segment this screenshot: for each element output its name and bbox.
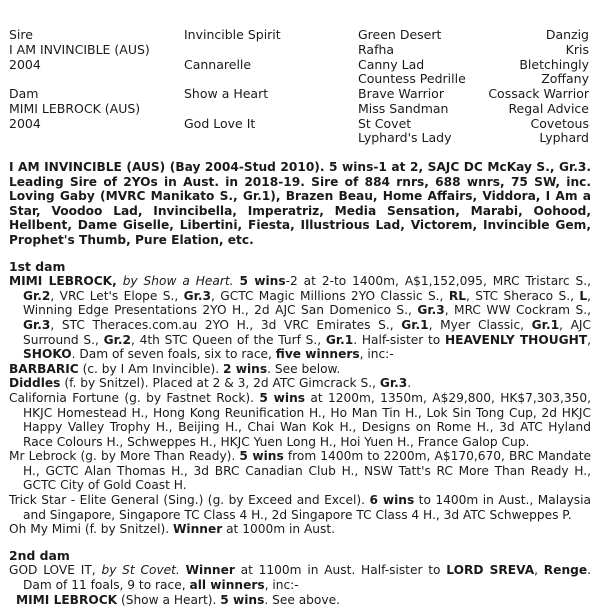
text-run: , inc:- xyxy=(359,347,394,362)
text-run: . xyxy=(407,376,412,391)
foal-entry xyxy=(9,376,591,391)
grade: Gr.1 xyxy=(401,317,429,332)
text-run: (g. by Fastnet Rock). xyxy=(119,390,255,405)
dam-name: GOD LOVE IT, xyxy=(9,563,96,578)
half-sister: SHOKO xyxy=(23,347,72,362)
foal-wins: 2 wins xyxy=(223,361,268,376)
text-run: . Half-sister to xyxy=(353,332,441,347)
text-run: from 1400m to 2200m, A$170,670, BRC Mandate H., GCTC Alan Thomas H., 3d BRC Canadian Club H., NSW Tatt's RC More Than Ready H., GCTC City of Gold Coast H. xyxy=(23,449,592,493)
foal-wins: 5 wins xyxy=(220,592,265,607)
g4-ancestor: Bletchingly xyxy=(519,57,589,72)
foal-entry xyxy=(9,493,591,522)
foal-wins: Winner xyxy=(172,522,223,537)
text-run: , inc:- xyxy=(264,578,299,593)
foal-wins: 5 wins xyxy=(259,390,306,405)
text-run: (f. by Snitzel). Placed at 2 & 3, 2d ATC Gimcrack S., xyxy=(60,376,376,391)
dam-label: Dam xyxy=(9,86,39,101)
text-run: (c. by I Am Invincible). xyxy=(78,361,220,376)
grade: Gr.2 xyxy=(103,332,131,347)
text-run: -2 at 2-to 1400m, A$1,152,095, MRC Tristarc S., xyxy=(285,274,592,289)
first-dam-record xyxy=(9,274,591,362)
g4-ancestor: Cossack Warrior xyxy=(488,86,589,101)
text-run: , 4th STC Queen of the Turf S., xyxy=(130,332,322,347)
g4-ancestor: Kris xyxy=(565,42,589,57)
text-run: at 1000m in Aust. xyxy=(222,522,336,537)
foal-wins: 6 wins xyxy=(369,493,415,508)
text-run: (f. by Snitzel). xyxy=(80,522,170,537)
g3-ancestor: Miss Sandman xyxy=(358,101,449,116)
text-run: , VRC Let's Elope S., xyxy=(50,288,179,303)
foal-entry xyxy=(9,449,591,493)
second-dam-heading: 2nd dam xyxy=(9,547,70,563)
g4-ancestor: Regal Advice xyxy=(508,101,589,116)
text-run: (Sing.) (g. by Exceed and Excel). xyxy=(158,493,366,508)
grade: Gr.3 xyxy=(183,288,212,303)
text-run: to 1400m in Aust., Malaysia and Singapore, Singapore TC Class 4 H., 2d Singapore TC Class 4 H., 3d ATC Schweppes P. xyxy=(23,493,592,522)
first-dam-heading: 1st dam xyxy=(9,258,66,274)
grade: Gr.3 xyxy=(417,303,445,318)
g3-ancestor: Green Desert xyxy=(358,27,442,42)
grade: Gr.2 xyxy=(23,288,51,303)
foal-name: California Fortune xyxy=(9,390,120,405)
dam-sire-italic: by Show a Heart. xyxy=(122,274,234,289)
text-run: , STC Theraces.com.au 2YO H., 3d VRC Emirates S., xyxy=(50,317,394,332)
sire-label: Sire xyxy=(9,27,33,42)
g4-ancestor: Covetous xyxy=(530,116,589,131)
g3-ancestor: Lyphard's Lady xyxy=(358,130,452,145)
foal-entry xyxy=(9,391,591,449)
g3-ancestor: Countess Pedrille xyxy=(358,71,466,86)
text-run: at 1200m, 1350m, A$29,800, HK$7,303,350, HKJC Homestead H., Hong Kong Reunification H., Ho Man Tin H., Lok Sin Tong Cup, 2d HKJC Happy Valley Trophy H., Beijing H., Chai Wan Kok H., Designs on Rome H., 3d ATC Hyland Race Colours H., Schweppes H., HKJC Yuen Long H., Hoi Yuen H., France Galop Cup. xyxy=(23,390,592,449)
winners-count: five winners xyxy=(275,347,360,362)
g4-ancestor: Danzig xyxy=(545,27,589,42)
grade: Gr.3 xyxy=(23,317,51,332)
text-run: , AJC Surround S., xyxy=(23,317,592,347)
text-run: , xyxy=(587,332,592,347)
g4-ancestor: Lyphard xyxy=(539,130,589,145)
foal-entry xyxy=(9,362,591,377)
grade: RL xyxy=(448,288,466,303)
text-run: . See below. xyxy=(267,361,341,376)
text-run: . Dam of 11 foals, 9 to race, xyxy=(23,563,591,593)
text-run: , Winning Edge Presentations 2YO H., 2d AJC San Domenico S., xyxy=(23,288,592,318)
g3-ancestor: Rafha xyxy=(358,42,395,57)
half-sibling: Renge xyxy=(543,563,588,578)
second-dam-record xyxy=(9,563,591,592)
grade: L xyxy=(579,288,588,303)
foal-name: BARBARIC xyxy=(9,361,79,376)
dam-dam: God Love It xyxy=(184,116,256,131)
sire-sire: Invincible Spirit xyxy=(184,27,281,42)
grade: Gr.3 xyxy=(379,376,408,391)
pedigree-notes xyxy=(9,160,591,607)
foal-name: Diddles xyxy=(9,376,61,391)
sire-dam: Cannarelle xyxy=(184,57,252,72)
g3-ancestor: St Covet xyxy=(358,116,412,131)
text-run: , GCTC Magic Millions 2YO Classic S., xyxy=(211,288,444,303)
sire-name: I AM INVINCIBLE (AUS) xyxy=(9,42,150,57)
sire-summary: I AM INVINCIBLE (AUS) (Bay 2004-Stud 2010). 5 wins-1 at 2, SAJC DC McKay S., Gr.3. Leading Sire of 2YOs in Aust. in 2018-19. Sire of 884 rnrs, 688 wnrs, 75 SW, inc. Loving Gaby (MVRC Manikato S., Gr.1), Brazen Beau, Home Affairs, Viddora, I Am a Star, Voodoo Lad, Invincibella, Imperatriz, Media Sensation, Marabi, Oohood, Hellbent, Dame Giselle, Libertini, Fiesta, Illustrious Lad, Victorem, Invincible Gem, Prophet's Thumb, Pure Elation, etc. xyxy=(9,160,591,247)
dam-year: 2004 xyxy=(9,116,41,131)
dam-sire: Show a Heart xyxy=(184,86,269,101)
text-run: , xyxy=(534,563,539,578)
g3-ancestor: Brave Warrior xyxy=(358,86,444,101)
sire-year: 2004 xyxy=(9,57,41,72)
text-run: , STC Sheraco S., xyxy=(465,288,574,303)
grade: Gr.1 xyxy=(531,317,560,332)
text-run: at 1100m in Aust. Half-sister to xyxy=(234,563,441,578)
g3-ancestor: Canny Lad xyxy=(358,57,425,72)
dam-sire-italic: by St Covet. xyxy=(101,563,180,578)
foal-wins: 5 wins xyxy=(239,449,284,464)
foal-entry xyxy=(9,593,591,607)
dam-name-bold: MIMI LEBROCK, xyxy=(9,274,117,289)
wins-bold: 5 wins xyxy=(239,274,286,289)
half-brother: LORD SREVA xyxy=(446,563,535,578)
text-run: . Dam of seven foals, six to race, xyxy=(71,347,272,362)
g4-ancestor: Zoffany xyxy=(541,71,589,86)
half-sister: HEAVENLY THOUGHT xyxy=(444,332,588,347)
foal-entry xyxy=(9,522,591,537)
text-run: (Show a Heart). xyxy=(117,592,217,607)
foal-name: Mr Lebrock xyxy=(9,449,77,464)
text-run: (g. by More Than Ready). xyxy=(76,449,236,464)
grade: Gr.1 xyxy=(325,332,354,347)
foal-name: Oh My Mimi xyxy=(9,522,81,537)
wins-bold: Winner xyxy=(185,563,235,578)
text-run: , Myer Classic, xyxy=(428,317,525,332)
foal-name: MIMI LEBROCK xyxy=(16,592,118,607)
text-run: . See above. xyxy=(264,592,340,607)
winners-count: all winners xyxy=(189,578,265,593)
foal-name: Trick Star - Elite General xyxy=(9,493,159,508)
text-run: , MRC WW Cockram S., xyxy=(444,303,591,318)
dam-name: MIMI LEBROCK (AUS) xyxy=(9,101,141,116)
